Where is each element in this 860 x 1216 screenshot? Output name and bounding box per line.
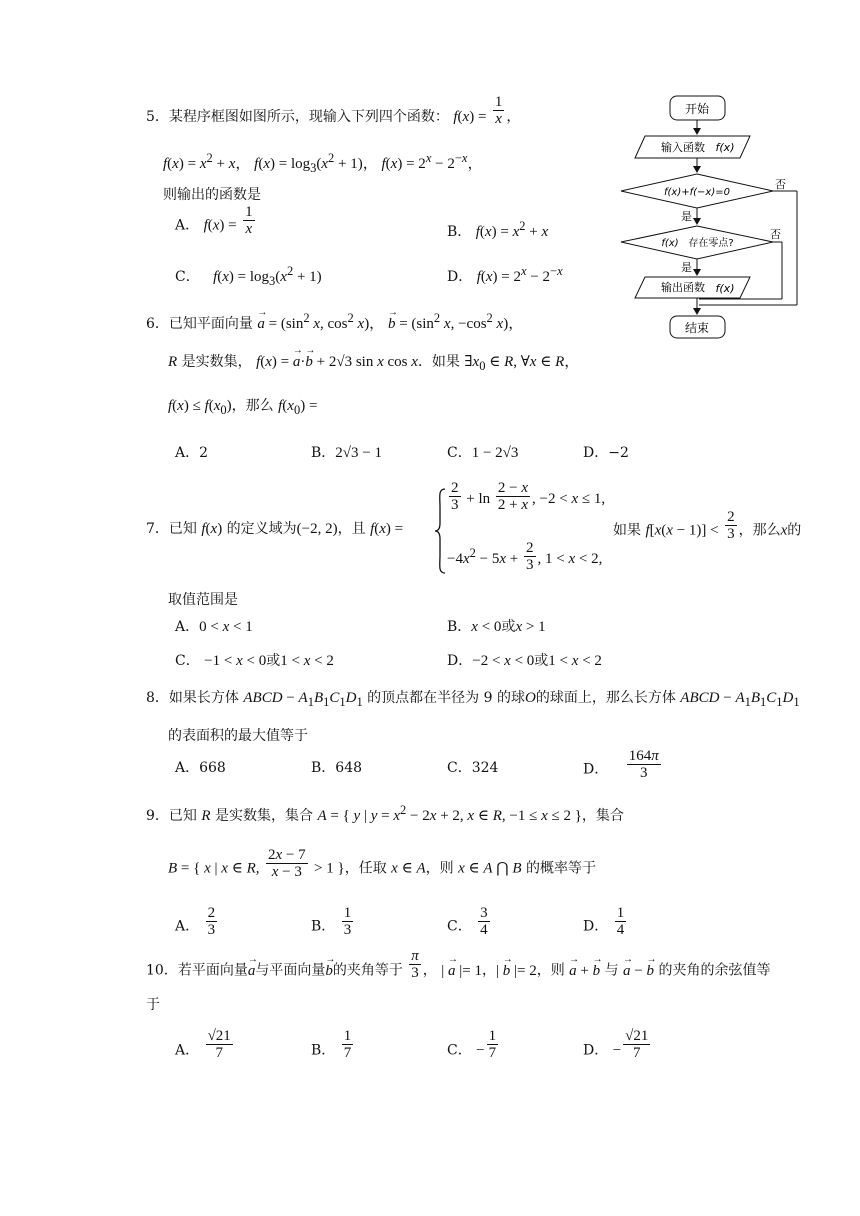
flow-no-1: 否 bbox=[775, 178, 786, 191]
q5-option-c: C． $f(x) = \log_3(x^2 + 1)$ bbox=[175, 264, 322, 288]
q7-option-d: D．−2 < x < 0或1 < x < 2 bbox=[447, 653, 602, 669]
q6-option-a: A．2 bbox=[175, 445, 209, 461]
q9-option-b: B． $\frac{1}{3}$ bbox=[311, 905, 352, 938]
q8-line2: 的表面积的最大值等于 bbox=[168, 728, 308, 744]
flow-yes-2: 是 bbox=[681, 261, 692, 274]
q5-question: 则输出的函数是 bbox=[163, 187, 261, 203]
q8-option-b: B．648 bbox=[311, 760, 363, 776]
q7-option-c: C． −1 < x < 0或1 < x < 2 bbox=[175, 653, 334, 669]
q10-option-d: D． − $\frac{√21}{7}$ bbox=[583, 1028, 649, 1061]
q5-option-b: B． $f(x) = x^2 + x$ bbox=[447, 219, 549, 240]
q5-stem: 某程序框图如图所示，现输入下列四个函数： bbox=[168, 109, 449, 125]
q9-line1: 9．已知 R 是实数集，集合 A = { y | $y = x^2 - 2x + 2$, x ∈ R, −1 ≤ x ≤ 2 }，集合 bbox=[146, 803, 624, 824]
q7-line1-left: 7．已知 f(x) 的定义域为(−2, 2)，且 f(x) = bbox=[146, 521, 404, 537]
flow-start-label: 开始 bbox=[684, 102, 710, 116]
q5-option-a: A． f(x) = $\frac{1}{x}$ bbox=[175, 204, 253, 237]
q5-number: 5． bbox=[146, 109, 169, 125]
q10-option-a: A． $\frac{√21}{7}$ bbox=[175, 1028, 231, 1061]
flow-yes-1: 是 bbox=[681, 210, 692, 223]
q6-option-d: D．−2 bbox=[583, 445, 629, 461]
q6-option-b: B．2√3 − 1 bbox=[311, 445, 382, 461]
q7-line2: 取值范围是 bbox=[168, 592, 238, 608]
q9-option-a: A． $\frac{2}{3}$ bbox=[175, 905, 216, 938]
q10-line2: 于 bbox=[146, 997, 160, 1013]
flow-output-fx: f(x) bbox=[715, 282, 735, 295]
q6-line2: R 是实数集， f(x) = → a·→ b + 2√3 sin x cos x．如果 $\exists x_0$ ∈ R, ∀x ∈ R， bbox=[168, 352, 579, 376]
flow-condition-2-label: 存在零点? bbox=[688, 238, 734, 249]
q7-piece-2: $-4x^2 - 5x$ + $\frac{2}{3}$ , 1 < x < 2, bbox=[447, 540, 603, 574]
flowchart bbox=[615, 92, 805, 342]
q9-option-c: C． $\frac{3}{4}$ bbox=[447, 905, 488, 938]
q9-option-d: D． $\frac{1}{4}$ bbox=[583, 905, 625, 938]
flow-end-label: 结束 bbox=[684, 321, 710, 335]
q10-option-c: C． − $\frac{1}{7}$ bbox=[447, 1028, 497, 1061]
q10-option-b: B． $\frac{1}{7}$ bbox=[311, 1028, 352, 1061]
q6-option-c: C．1 − 2√3 bbox=[447, 445, 519, 461]
q7-piece-1: $\frac{2}{3}$ + ln $\frac{2 - x}{2 + x}$ , −2 < x ≤ 1, bbox=[451, 480, 606, 513]
flow-condition-1-label: f(x)+f(−x)=0 bbox=[664, 187, 730, 198]
q5-option-d: D． $f(x) = 2^x - 2^{-x}$ bbox=[447, 264, 563, 285]
q7-brace bbox=[433, 487, 447, 575]
q5-functions-line: $f(x) = x^2 + x$， $f(x) = \log_3(x^2 + 1)$， $f(x) = 2^x - 2^{-x}$， bbox=[163, 151, 483, 175]
q9-line2: B = { x | x ∈ R, $\frac{2x - 7}{x - 3}$ > 1 }，任取 x ∈ A，则 x ∈ A ⋂ B 的概率等于 bbox=[168, 847, 596, 880]
q6-line3: $f(x) \le f(x_0)$，那么 $f(x_0)$ = bbox=[168, 398, 318, 417]
q8-option-d: D． $\frac{164\pi}{3}$ bbox=[583, 748, 659, 781]
flow-condition-2-fx: f(x) bbox=[661, 238, 679, 249]
q5-line1: 5．某程序框图如图所示，现输入下列四个函数： f(x) = $\frac{1}{x}$ ， bbox=[146, 93, 521, 127]
flow-input-fx: f(x) bbox=[715, 141, 735, 154]
q10-line1: 10．若平面向量→ a与平面向量→ b的夹角等于 $\frac{\pi}{3}$ ， | → a |= 1，| → b |= 2，则 → a + → b 与 → a − → b 的夹角的余弦值等 bbox=[146, 960, 770, 981]
flow-output-label: 输出函数 bbox=[661, 281, 705, 294]
q8-option-a: A．668 bbox=[175, 760, 226, 776]
q8-line1: 8．如果长方体 ABCD − $A_1B_1C_1D_1$ 的顶点都在半径为 9 的球O的球面上，那么长方体 ABCD − $A_1B_1C_1D_1$ bbox=[146, 690, 800, 709]
flow-no-2: 否 bbox=[770, 228, 781, 241]
flow-input-label: 输入函数 bbox=[661, 141, 705, 154]
q6-line1: 6．已知平面向量 → $a = (\sin^2$ x, $\cos^2 x$)， → $b = (\sin^2$ x, $-\cos^2$ x)， bbox=[146, 308, 523, 334]
q8-option-c: C．324 bbox=[447, 760, 499, 776]
q7-option-b: B．x < 0或x > 1 bbox=[447, 619, 546, 635]
flowchart-svg bbox=[615, 92, 805, 342]
q7-line1-right: 如果 f[x(x − 1)] < $\frac{2}{3}$ ，那么x的 bbox=[613, 509, 802, 542]
q7-option-a: A．0 < x < 1 bbox=[175, 619, 253, 635]
